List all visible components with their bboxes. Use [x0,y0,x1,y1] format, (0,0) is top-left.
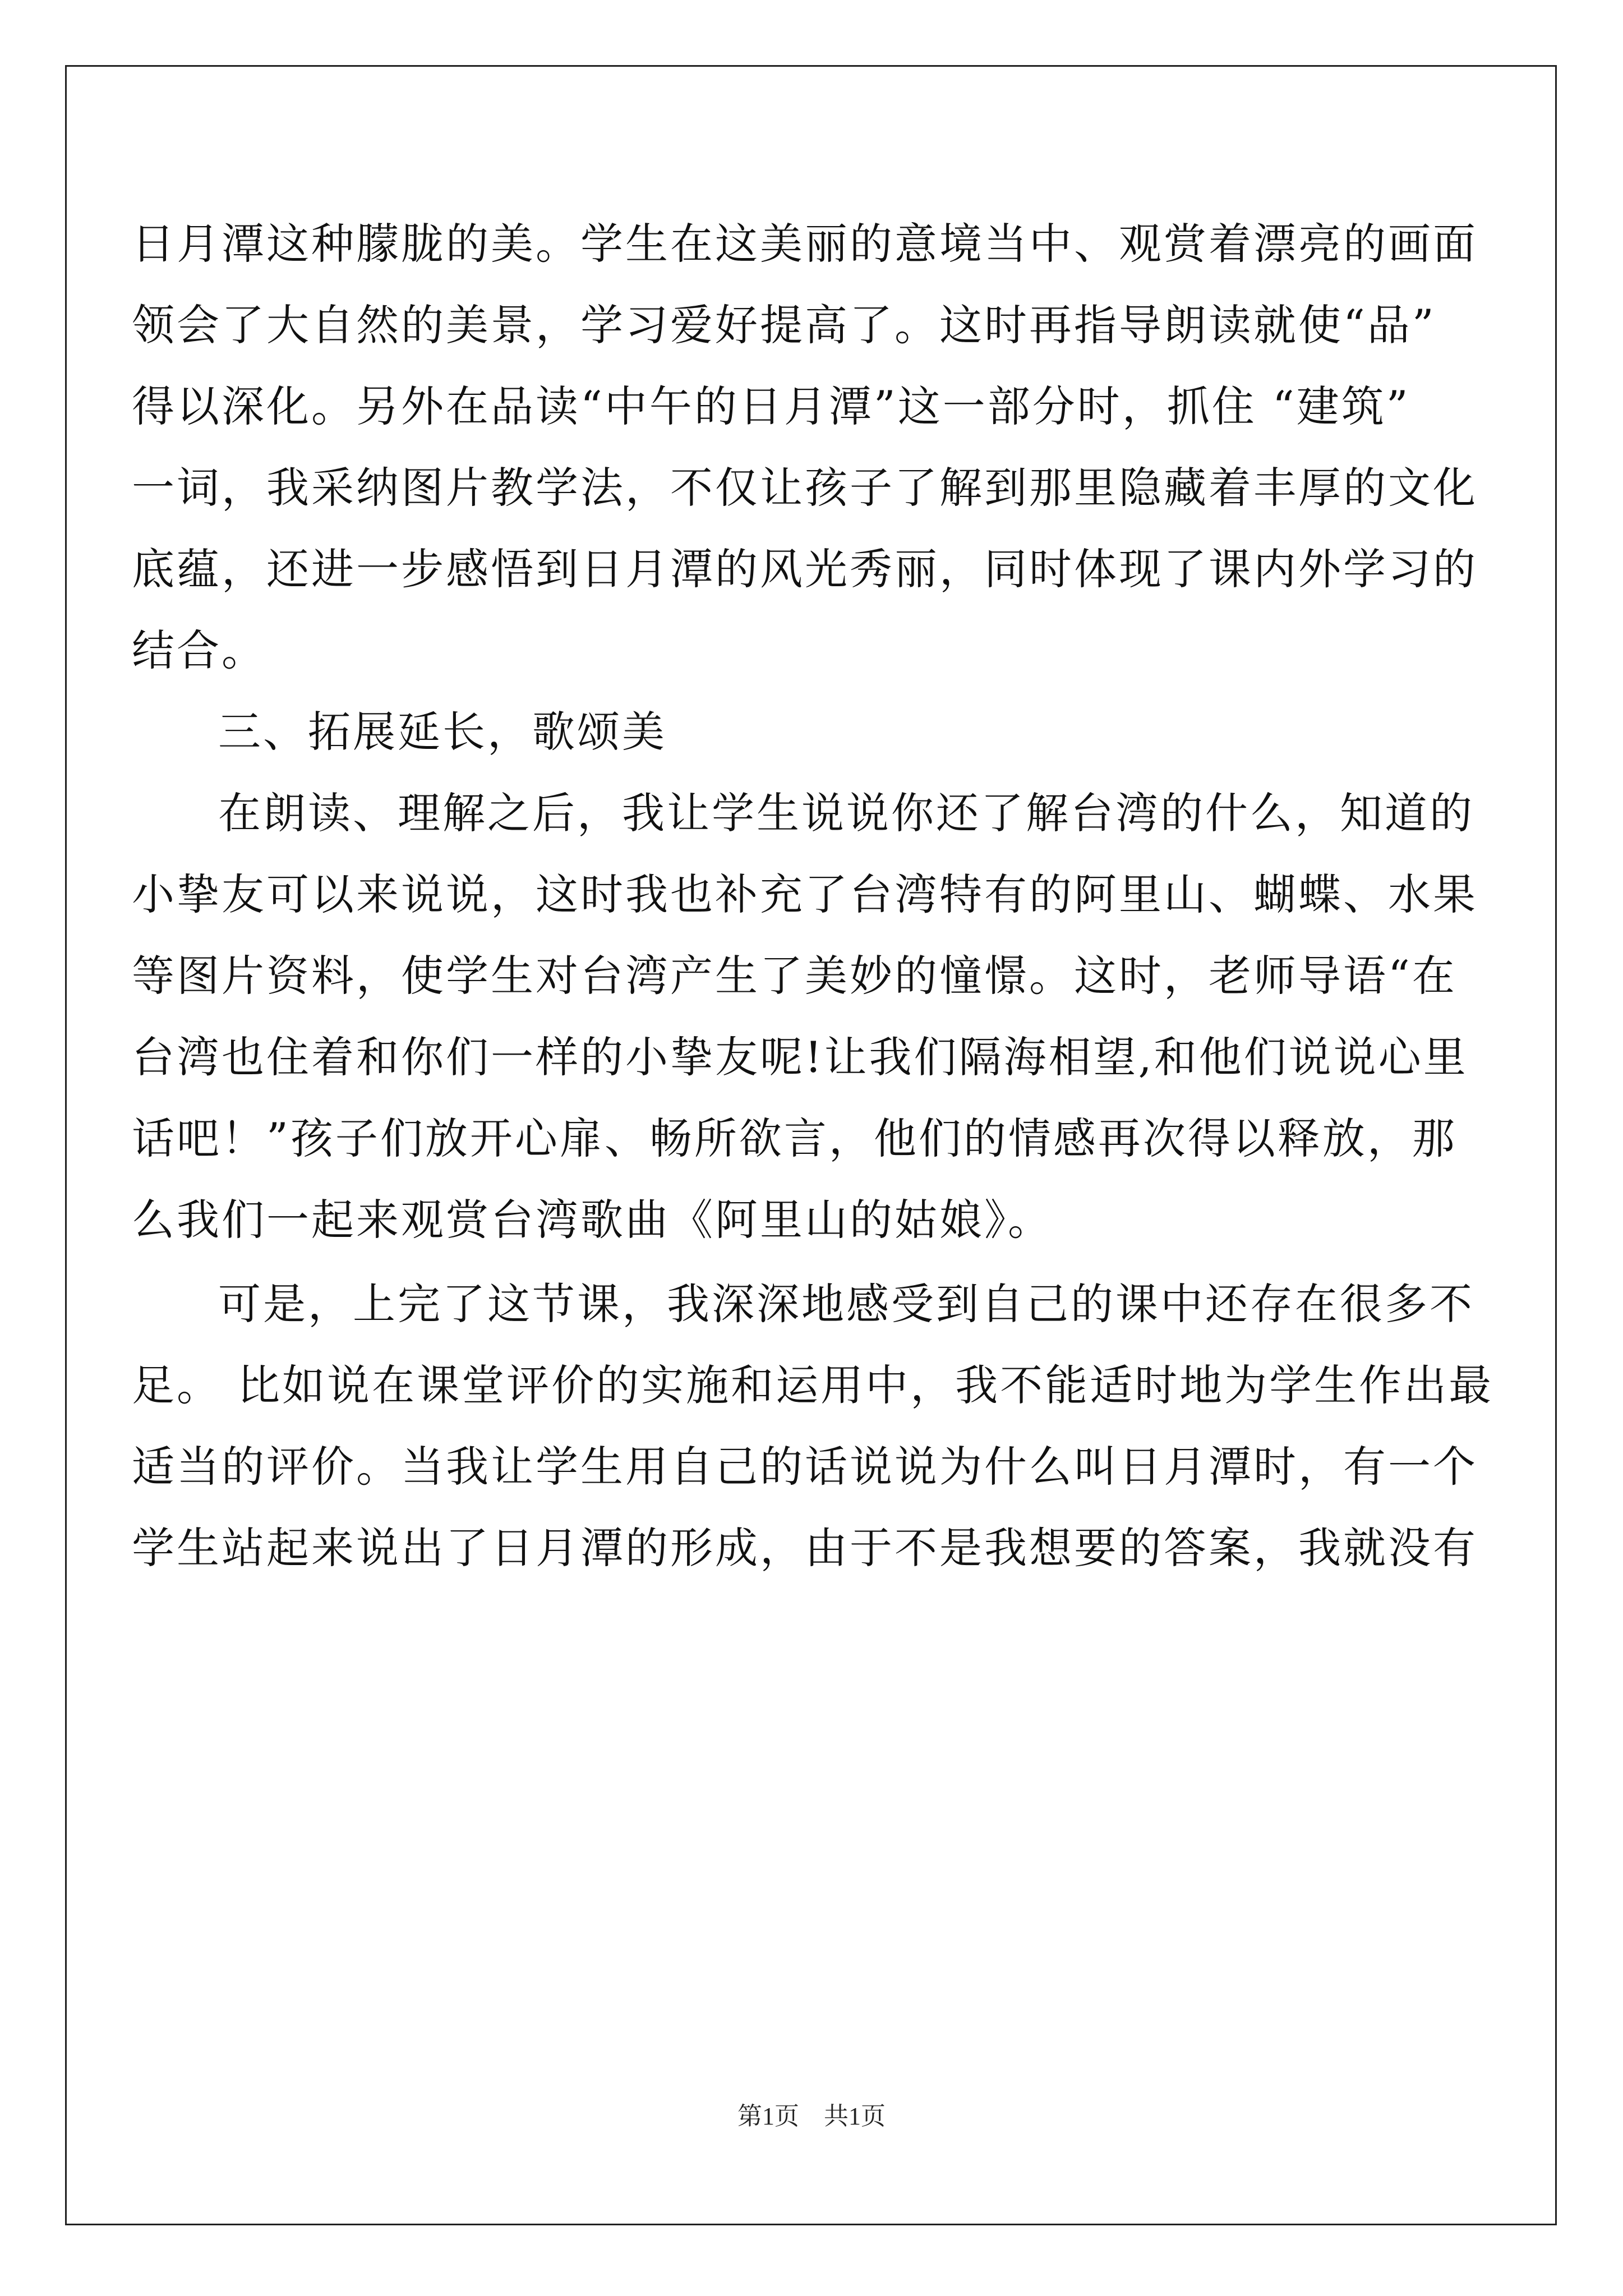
text-line: 得以深化。另外在品读“中午的日月潭”这一部分时，抓住 “建筑” [132,381,1410,431]
section-heading: 三、拓展延长，歌颂美 [218,707,667,757]
text-line: 在朗读、理解之后，我让学生说说你还了解台湾的什么，知道的 [218,788,1474,838]
text-line: 足。 比如说在课堂评价的实施和运用中，我不能适时地为学生作出最 [132,1360,1494,1410]
text-line: 小挚友可以来说说，这时我也补充了台湾特有的阿里山、蝴蝶、水果 [132,869,1478,919]
text-line: 等图片资料，使学生对台湾产生了美妙的憧憬。这时，老师导语“在 [132,951,1457,1001]
text-line: 适当的评价。当我让学生用自己的话说说为什么叫日月潭时，有一个 [132,1442,1478,1492]
text-line: 话吧！”孩子们放开心扉、畅所欲言，他们的情感再次得以释放，那 [132,1114,1457,1163]
text-line: 可是，上完了这节课，我深深地感受到自己的课中还存在很多不 [218,1279,1474,1329]
text-line: 一词，我采纳图片教学法，不仅让孩子了解到那里隐藏着丰厚的文化 [132,463,1478,513]
text-line: 么我们一起来观赏台湾歌曲《阿里山的姑娘》。 [132,1195,1053,1245]
text-line: 结合。 [132,625,266,675]
text-line: 日月潭这种朦胧的美。学生在这美丽的意境当中、观赏着漂亮的画面 [132,219,1478,269]
text-line: 领会了大自然的美景，学习爱好提高了。这时再指导朗读就使“品” [132,300,1436,350]
text-line: 台湾也住着和你们一样的小挚友呢!让我们隔海相望,和他们说说心里 [132,1032,1468,1082]
text-line: 底蕴，还进一步感悟到日月潭的风光秀丽，同时体现了课内外学习的 [132,544,1478,594]
page-number-footer: 第1页 共1页 [737,2102,886,2130]
text-line: 学生站起来说出了日月潭的形成，由于不是我想要的答案，我就没有 [132,1523,1478,1573]
